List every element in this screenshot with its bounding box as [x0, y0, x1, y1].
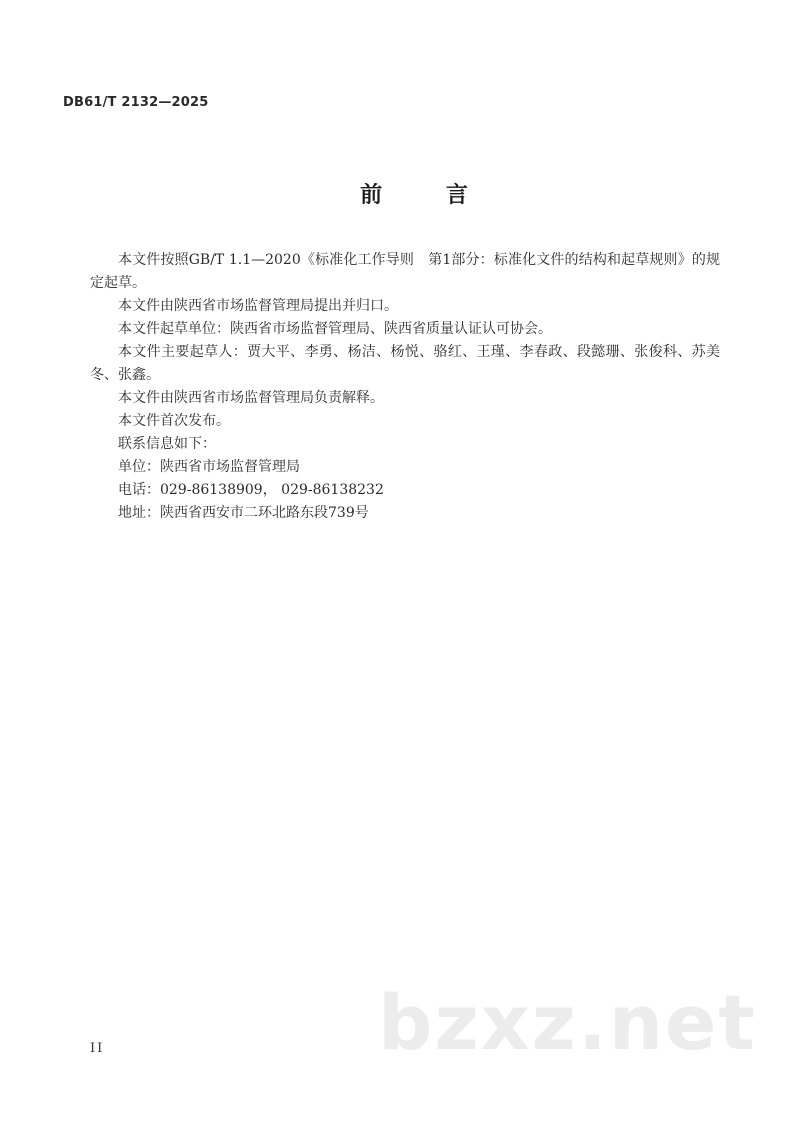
paragraph-proposer: 本文件由陕西省市场监督管理局提出并归口。: [118, 298, 398, 314]
watermark: bzxz.net: [378, 978, 757, 1067]
page-number: II: [90, 1041, 105, 1056]
foreword-body: [90, 249, 720, 525]
page-title: 前 言: [360, 183, 496, 208]
paragraph-drafting-rule: 本文件按照GB/T 1.1—2020《标准化工作导则 第1部分：标准化文件的结构和起草规则》的规定起草。: [90, 252, 720, 291]
paragraph-first-release: 本文件首次发布。: [118, 413, 230, 429]
paragraph-drafters: 本文件主要起草人：贾大平、李勇、杨洁、杨悦、骆红、王瑾、李春政、段懿珊、张俊科、苏美冬、张鑫。: [90, 344, 720, 383]
paragraph-contact-phone: 电话：029-86138909， 029-86138232: [118, 482, 384, 498]
paragraph-contact-heading: 联系信息如下：: [118, 436, 216, 452]
paragraph-contact-unit: 单位：陕西省市场监督管理局: [118, 459, 300, 475]
paragraph-drafting-units: 本文件起草单位：陕西省市场监督管理局、陕西省质量认证认可协会。: [118, 321, 552, 337]
paragraph-contact-address: 地址：陕西省西安市二环北路东段739号: [118, 505, 369, 521]
header-code: DB61/T 2132—2025: [63, 95, 209, 110]
paragraph-interpretation: 本文件由陕西省市场监督管理局负责解释。: [118, 390, 384, 406]
